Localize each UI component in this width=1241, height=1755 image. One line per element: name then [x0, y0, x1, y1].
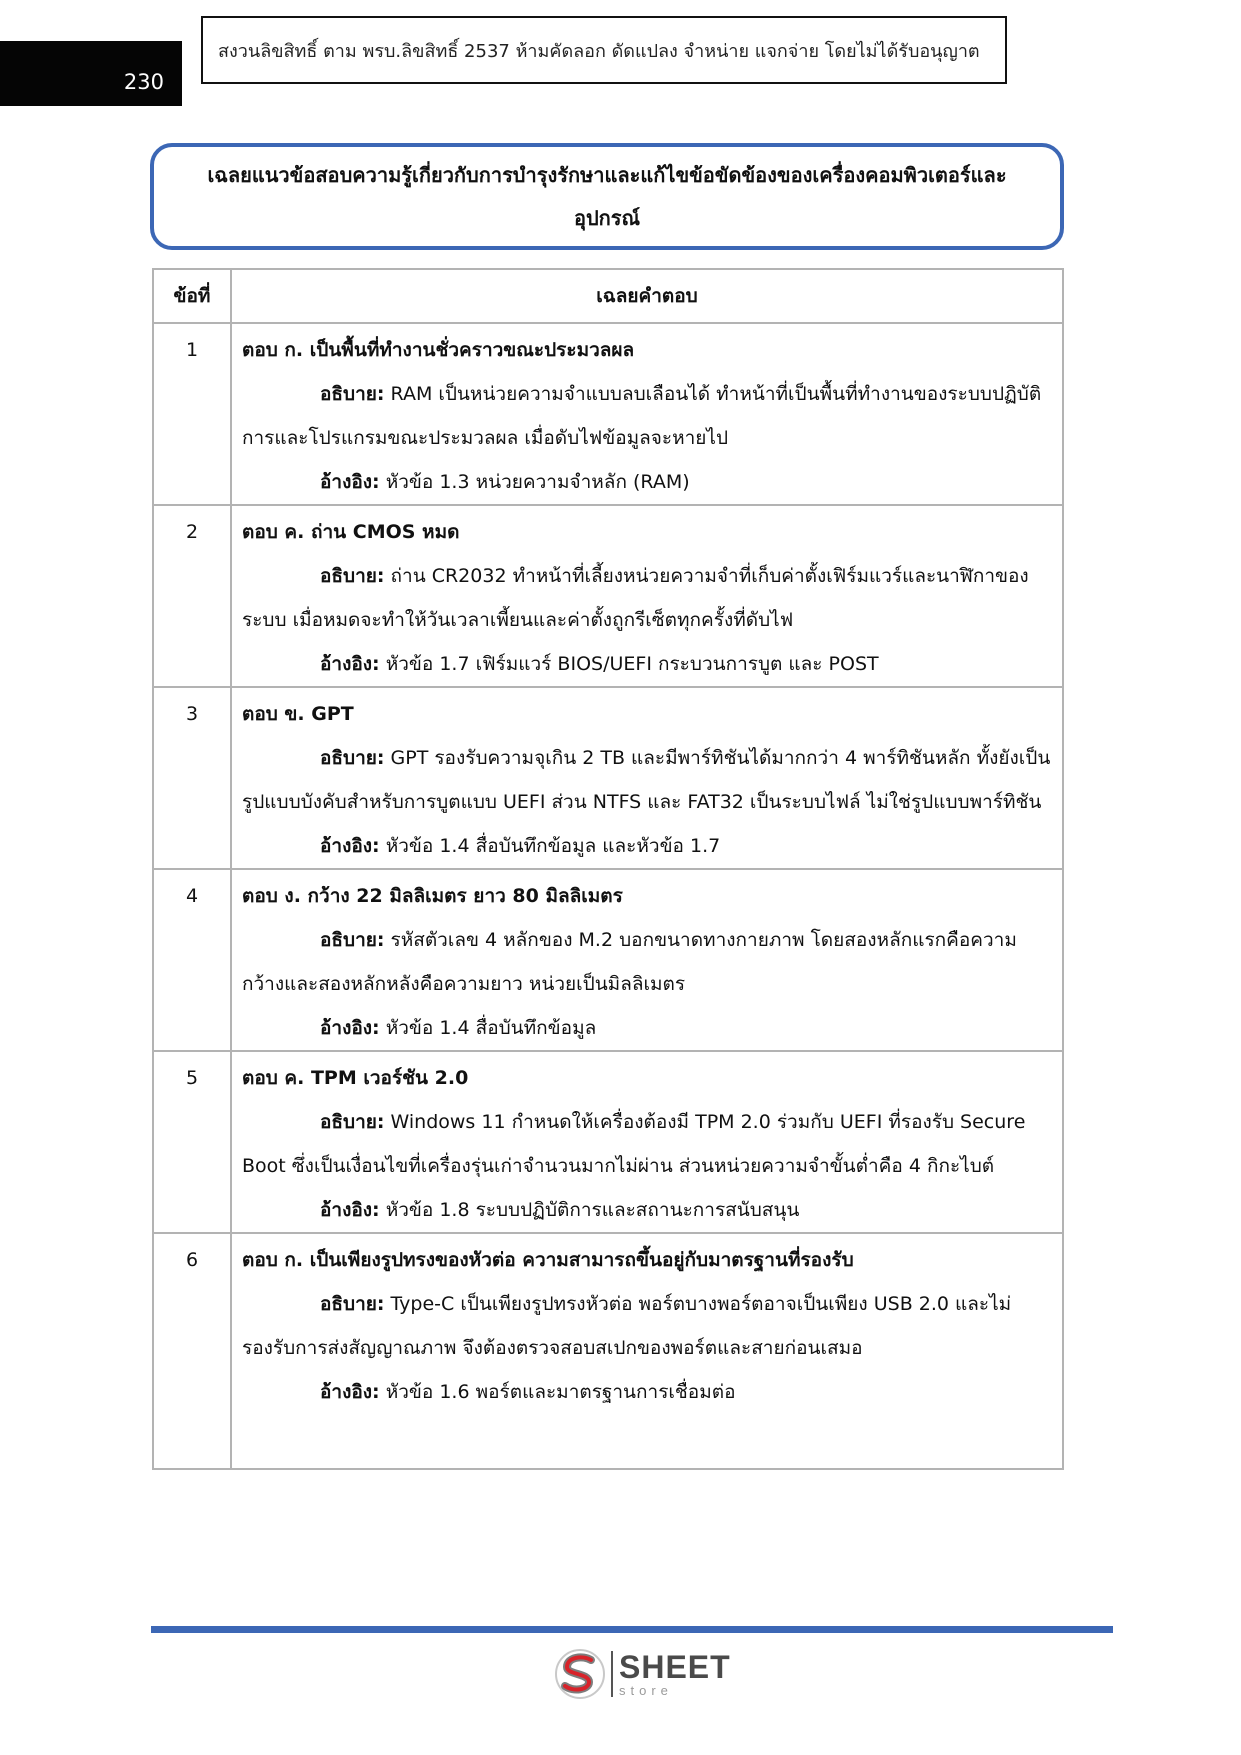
answer-cell: [231, 1233, 1063, 1469]
explanation-label: อธิบาย:: [320, 1111, 385, 1133]
reference: [242, 1006, 1052, 1050]
answer-line: ตอบ ค. TPM เวอร์ชัน 2.0: [242, 1067, 469, 1089]
table-row: [153, 687, 1063, 869]
logo-wordmark: [619, 1651, 731, 1697]
table-row: [153, 505, 1063, 687]
answer-line: ตอบ ค. ถ่าน CMOS หมด: [242, 521, 460, 543]
logo-brand-text: SHEET: [619, 1649, 731, 1685]
table-row: [153, 323, 1063, 505]
explanation-label: อธิบาย:: [320, 565, 385, 587]
logo-sub-text: store: [619, 1683, 673, 1698]
answer-cell: [231, 869, 1063, 1051]
explanation-text: RAM เป็นหน่วยความจำแบบลบเลือนได้ ทำหน้าที่เป็นพื้นที่ทำงานของระบบปฏิบัติการและโปรแกรมขณะประมวลผล เมื่อดับไฟข้อมูลจะหายไป: [242, 383, 1042, 449]
question-number: 6: [153, 1233, 231, 1469]
explanation-text: GPT รองรับความจุเกิน 2 TB และมีพาร์ทิชันได้มากกว่า 4 พาร์ทิชันหลัก ทั้งยังเป็นรูปแบบบังคับสำหรับการบูตแบบ UEFI ส่วน NTFS และ FAT32 เป็นระบบไฟล์ ไม่ใช่รูปแบบพาร์ทิชัน: [242, 747, 1051, 813]
answer-line: ตอบ ก. เป็นเพียงรูปทรงของหัวต่อ ความสามารถขึ้นอยู่กับมาตรฐานที่รองรับ: [242, 1249, 854, 1271]
explanation: [242, 372, 1052, 460]
logo-separator: [611, 1651, 613, 1697]
reference-text: หัวข้อ 1.6 พอร์ตและมาตรฐานการเชื่อมต่อ: [385, 1381, 736, 1403]
reference-label: อ้างอิง:: [320, 653, 380, 675]
explanation: [242, 1282, 1052, 1370]
section-title-box: [150, 143, 1064, 250]
reference-label: อ้างอิง:: [320, 1199, 380, 1221]
copyright-text: สงวนลิขสิทธิ์ ตาม พรบ.ลิขสิทธิ์ 2537 ห้ามคัดลอก ดัดแปลง จำหน่าย แจกจ่าย โดยไม่ได้รับอนุญาต: [218, 40, 980, 62]
question-number: 4: [153, 869, 231, 1051]
table-header-row: [153, 269, 1063, 323]
reference: [242, 642, 1052, 686]
reference-text: หัวข้อ 1.8 ระบบปฏิบัติการและสถานะการสนับสนุน: [385, 1199, 800, 1221]
reference-text: หัวข้อ 1.4 สื่อบันทึกข้อมูล และหัวข้อ 1.7: [385, 835, 721, 857]
answer-cell: [231, 1051, 1063, 1233]
answer-line: ตอบ ง. กว้าง 22 มิลลิเมตร ยาว 80 มิลลิเมตร: [242, 885, 623, 907]
answer-line: ตอบ ก. เป็นพื้นที่ทำงานชั่วคราวขณะประมวลผล: [242, 339, 635, 361]
column-header-answer: เฉลยคำตอบ: [231, 269, 1063, 323]
table-row: [153, 1233, 1063, 1469]
explanation-label: อธิบาย:: [320, 747, 385, 769]
answer-cell: [231, 687, 1063, 869]
table-row: [153, 869, 1063, 1051]
sheet-store-s-logo-icon: [553, 1647, 607, 1701]
column-header-number: ข้อที่: [153, 269, 231, 323]
explanation: [242, 1100, 1052, 1188]
footer-rule: [151, 1626, 1113, 1633]
page-number-block: [0, 41, 182, 106]
answer-cell: [231, 323, 1063, 505]
reference: [242, 1370, 1052, 1414]
answer-line: ตอบ ข. GPT: [242, 703, 354, 725]
reference-label: อ้างอิง:: [320, 1381, 380, 1403]
page-number: 230: [123, 70, 164, 94]
explanation: [242, 918, 1052, 1006]
reference-label: อ้างอิง:: [320, 471, 380, 493]
question-number: 1: [153, 323, 231, 505]
table-row: [153, 1051, 1063, 1233]
reference: [242, 460, 1052, 504]
explanation-text: ถ่าน CR2032 ทำหน้าที่เลี้ยงหน่วยความจำที่เก็บค่าตั้งเฟิร์มแวร์และนาฬิกาของระบบ เมื่อหมดจะทำให้วันเวลาเพี้ยนและค่าตั้งถูกรีเซ็ตทุกครั้งที่ดับไฟ: [242, 565, 1029, 631]
explanation-label: อธิบาย:: [320, 1293, 385, 1315]
explanation-text: Type-C เป็นเพียงรูปทรงหัวต่อ พอร์ตบางพอร์ตอาจเป็นเพียง USB 2.0 และไม่รองรับการส่งสัญญาณภาพ จึงต้องตรวจสอบสเปกของพอร์ตและสายก่อนเสมอ: [242, 1293, 1012, 1359]
question-number: 3: [153, 687, 231, 869]
copyright-notice: [201, 16, 1007, 84]
explanation-label: อธิบาย:: [320, 383, 385, 405]
explanation-label: อธิบาย:: [320, 929, 385, 951]
question-number: 2: [153, 505, 231, 687]
reference-text: หัวข้อ 1.7 เฟิร์มแวร์ BIOS/UEFI กระบวนการบูต และ POST: [385, 653, 879, 675]
explanation-text: รหัสตัวเลข 4 หลักของ M.2 บอกขนาดทางกายภาพ โดยสองหลักแรกคือความกว้างและสองหลักหลังคือความยาว หน่วยเป็นมิลลิเมตร: [242, 929, 1017, 995]
sheet-store-logo: [553, 1646, 731, 1702]
reference: [242, 1188, 1052, 1232]
section-title: เฉลยแนวข้อสอบความรู้เกี่ยวกับการบำรุงรักษาและแก้ไขข้อขัดข้องของเครื่องคอมพิวเตอร์และอุปกรณ์: [207, 162, 1007, 230]
reference-label: อ้างอิง:: [320, 835, 380, 857]
reference-label: อ้างอิง:: [320, 1017, 380, 1039]
answer-key-table: [152, 268, 1064, 1470]
reference-text: หัวข้อ 1.3 หน่วยความจำหลัก (RAM): [385, 471, 690, 493]
reference-text: หัวข้อ 1.4 สื่อบันทึกข้อมูล: [385, 1017, 597, 1039]
explanation-text: Windows 11 กำหนดให้เครื่องต้องมี TPM 2.0 ร่วมกับ UEFI ที่รองรับ Secure Boot ซึ่งเป็นเงื่อนไขที่เครื่องรุ่นเก่าจำนวนมากไม่ผ่าน ส่วนหน่วยความจำขั้นต่ำคือ 4 กิกะไบต์: [242, 1111, 1026, 1177]
explanation: [242, 736, 1052, 824]
explanation: [242, 554, 1052, 642]
reference: [242, 824, 1052, 868]
question-number: 5: [153, 1051, 231, 1233]
answer-cell: [231, 505, 1063, 687]
